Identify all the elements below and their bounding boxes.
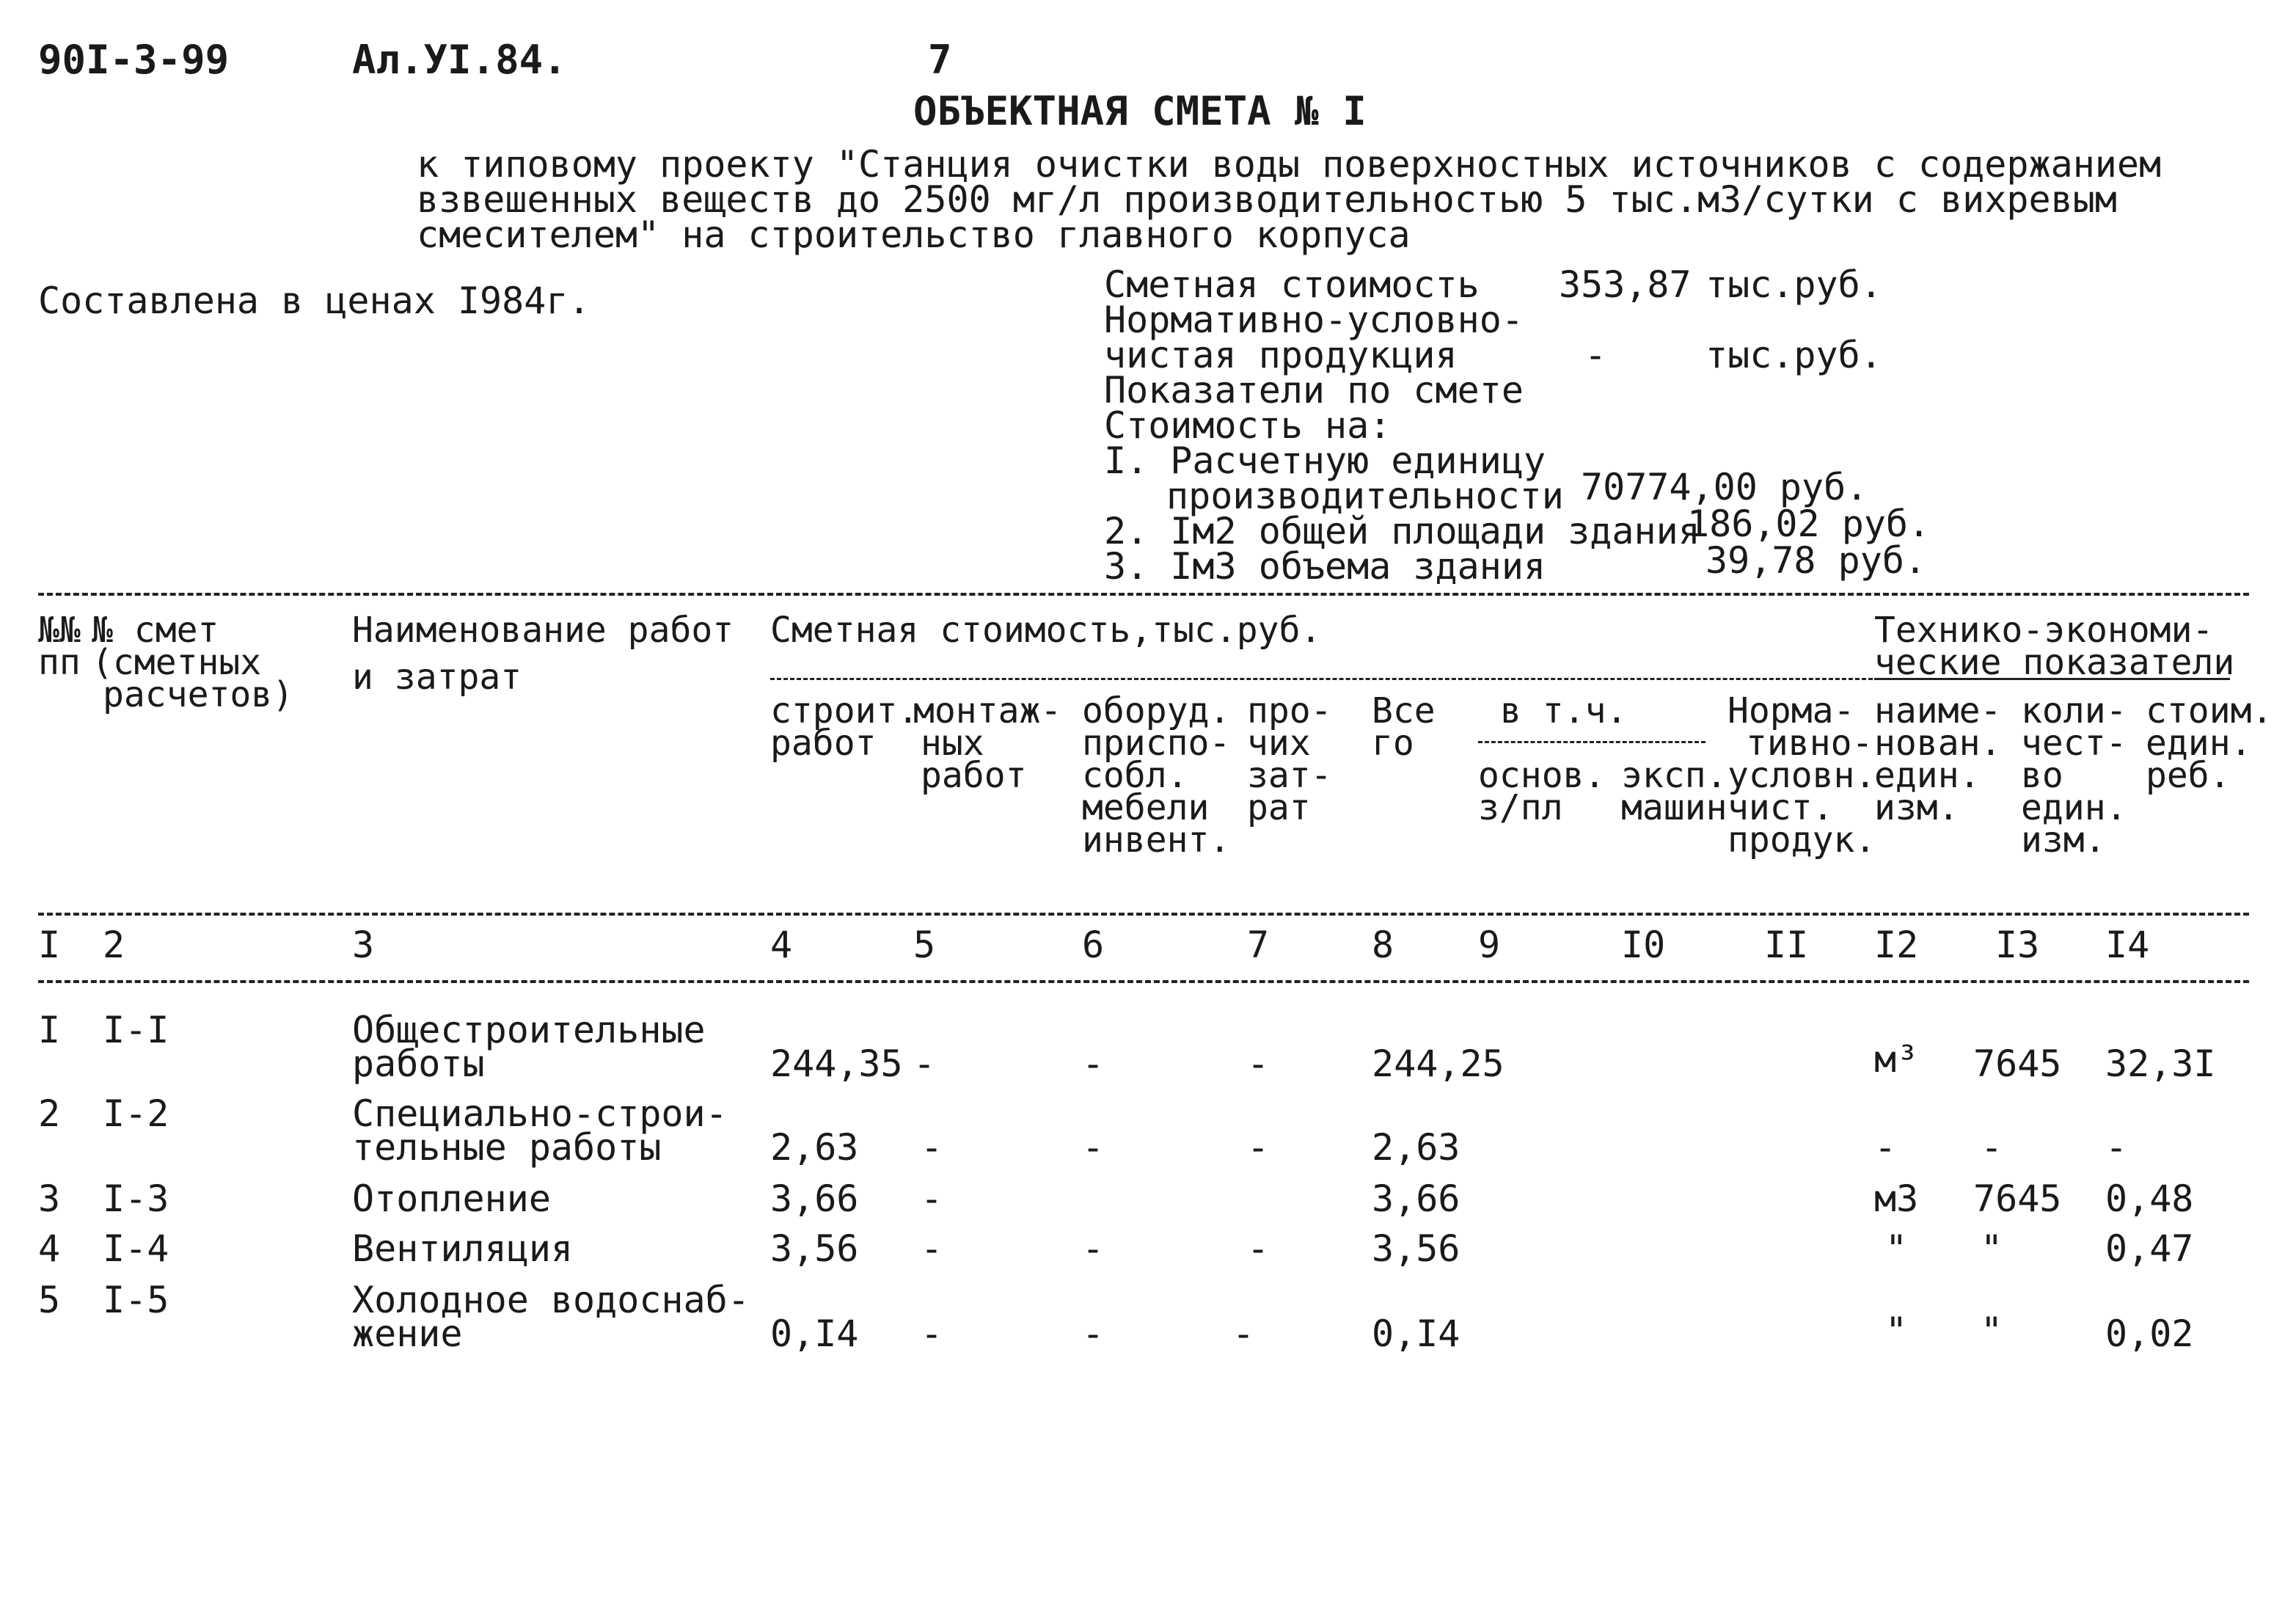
header-estimate-2: (сметных	[92, 642, 262, 683]
header-col12-4: изм.	[1874, 787, 1959, 828]
summary-item3-label: 3. Iм3 объема здания	[1104, 545, 1546, 588]
page-number: 7	[928, 37, 952, 83]
summary-norm-label-2: чистая продукция	[1104, 334, 1458, 376]
header-col10-1: эксп.	[1621, 755, 1728, 796]
col-number: 6	[1082, 924, 1105, 966]
row-estimate: I-2	[103, 1092, 169, 1135]
header-col5-1: монтаж-	[913, 690, 1062, 731]
header-name-2: и затрат	[352, 657, 522, 698]
album-number: Ал.УI.84.	[352, 37, 567, 83]
col-number: 4	[770, 924, 793, 966]
col-number: 5	[913, 924, 936, 966]
col-number: I2	[1874, 924, 1919, 966]
header-col13-5: изм.	[2021, 819, 2106, 861]
header-name-1: Наименование работ	[352, 610, 734, 651]
summary-cost-per-label: Стоимость на:	[1104, 404, 1392, 447]
row-other-cost: -	[1247, 1126, 1270, 1169]
document-title: ОБЪЕКТНАЯ СМЕТА № I	[913, 88, 1367, 134]
header-col13-3: во	[2021, 755, 2063, 796]
col-number: 9	[1478, 924, 1501, 966]
header-col7-2: чих	[1247, 723, 1311, 764]
header-num-2: пп	[38, 642, 81, 683]
row-number: I	[38, 1009, 61, 1051]
summary-item1-label-2: производительности	[1166, 475, 1564, 517]
row-other-cost: -	[1247, 1227, 1270, 1270]
row-quantity: "	[1981, 1310, 2003, 1352]
row-unit-cost: 0,02	[2105, 1312, 2194, 1355]
row-estimate: I-3	[103, 1177, 169, 1220]
subtitle-line-3: смесителем" на строительство главного корпуса	[417, 213, 1411, 256]
row-installation-cost: -	[921, 1312, 943, 1355]
header-estimate-1: № смет	[92, 610, 219, 651]
row-unit: м³	[1874, 1038, 1919, 1081]
header-col12-3: един.	[1874, 755, 1981, 796]
col-number: I3	[1995, 924, 2040, 966]
row-equipment-cost: -	[1082, 1227, 1105, 1270]
header-estimate-3: расчетов)	[103, 674, 294, 715]
row-construction-cost: 0,I4	[770, 1312, 859, 1355]
row-total-cost: 2,63	[1372, 1126, 1460, 1169]
header-col4-1: строит.	[770, 690, 919, 731]
row-construction-cost: 3,66	[770, 1177, 859, 1220]
row-equipment-cost: -	[1082, 1126, 1105, 1169]
row-other-cost: -	[1232, 1312, 1255, 1355]
summary-indicators-label: Показатели по смете	[1104, 369, 1524, 412]
header-col7-3: зат-	[1247, 755, 1332, 796]
col-number: I0	[1621, 924, 1666, 966]
row-installation-cost: -	[921, 1227, 943, 1270]
header-col14-1: стоим.	[2146, 690, 2273, 731]
row-quantity: "	[1981, 1227, 2003, 1270]
row-number: 4	[38, 1227, 61, 1270]
row-total-cost: 0,I4	[1372, 1312, 1460, 1355]
summary-cost-unit: тыс.руб.	[1705, 263, 1882, 306]
header-col11-1: Норма-	[1728, 690, 1855, 731]
row-total-cost: 3,56	[1372, 1227, 1460, 1270]
col-number: 7	[1247, 924, 1270, 966]
header-cost-group: Сметная стоимость,тыс.руб.	[770, 610, 1322, 651]
header-col9-2: з/пл	[1478, 787, 1563, 828]
col-number: II	[1764, 924, 1809, 966]
row-number: 3	[38, 1177, 61, 1220]
row-estimate: I-I	[103, 1009, 169, 1051]
row-estimate: I-4	[103, 1227, 169, 1270]
col-number: I4	[2105, 924, 2150, 966]
row-unit-cost: 0,48	[2105, 1177, 2194, 1220]
incl-rule	[1478, 741, 1705, 743]
row-total-cost: 3,66	[1372, 1177, 1460, 1220]
header-col9-1: основ.	[1478, 755, 1606, 796]
summary-item1-label-1: I. Расчетную единицу	[1104, 439, 1546, 482]
row-name-line-1: Специально-строи-	[352, 1092, 728, 1135]
header-col6-4: мебели	[1082, 787, 1210, 828]
header-col11-2: тивно-	[1746, 723, 1873, 764]
row-equipment-cost: -	[1082, 1043, 1105, 1085]
header-col12-2: нован.	[1874, 723, 2002, 764]
header-col11-3: условн.	[1728, 755, 1876, 796]
col-number: I	[38, 924, 61, 966]
row-unit-cost: -	[2105, 1126, 2128, 1169]
summary-norm-value: -	[1584, 334, 1607, 376]
row-name-line-2: жение	[352, 1312, 463, 1355]
header-col14-3: реб.	[2146, 755, 2231, 796]
subtitle-line-2: взвешенных веществ до 2500 мг/л производительностью 5 тыс.м3/сутки с вихревым	[417, 178, 2117, 221]
header-col6-5: инвент.	[1082, 819, 1231, 861]
header-tech-group-1: Технико-экономи-	[1874, 610, 2214, 651]
row-unit-cost: 32,3I	[2105, 1043, 2216, 1085]
row-installation-cost: -	[921, 1177, 943, 1220]
row-unit: "	[1885, 1310, 1908, 1352]
document-code: 90I-3-99	[38, 37, 230, 83]
row-quantity: -	[1981, 1126, 2003, 1169]
row-unit: м3	[1874, 1177, 1919, 1220]
row-quantity: 7645	[1973, 1177, 2062, 1220]
row-unit: -	[1874, 1126, 1897, 1169]
summary-item2-label: 2. Iм2 общей площади здания	[1104, 510, 1700, 552]
summary-norm-unit: тыс.руб.	[1705, 334, 1882, 376]
header-col6-3: собл.	[1082, 755, 1188, 796]
row-total-cost: 244,25	[1372, 1043, 1505, 1085]
header-col14-2: един.	[2146, 723, 2252, 764]
header-col11-4: чист.	[1728, 787, 1834, 828]
row-number: 5	[38, 1279, 61, 1321]
header-col13-4: един.	[2021, 787, 2127, 828]
row-name-line-2: тельные работы	[352, 1126, 662, 1169]
header-num-1: №№	[38, 610, 81, 651]
row-name-line-1: Вентиляция	[352, 1227, 574, 1270]
subtitle-line-1: к типовому проекту "Станция очистки воды поверхностных источников с содержанием	[417, 143, 2162, 186]
header-col5-2: ных	[921, 723, 984, 764]
header-tech-group-2: ческие показатели	[1874, 642, 2235, 683]
summary-item3-value: 39,78 руб.	[1705, 539, 1927, 582]
header-col8-1: Все	[1372, 690, 1436, 731]
row-estimate: I-5	[103, 1279, 169, 1321]
header-col4-2: работ	[770, 723, 877, 764]
row-installation-cost: -	[913, 1043, 936, 1085]
row-other-cost: -	[1247, 1043, 1270, 1085]
table-top-rule	[38, 593, 2249, 596]
prices-note: Составлена в ценах I984г.	[38, 280, 591, 322]
header-col8-2: го	[1372, 723, 1414, 764]
row-name-line-1: Отопление	[352, 1177, 551, 1220]
header-col6-2: приспо-	[1082, 723, 1231, 764]
cost-group-rule	[770, 678, 2230, 680]
row-construction-cost: 244,35	[770, 1043, 903, 1085]
col-number: 3	[352, 924, 375, 966]
row-name-line-2: работы	[352, 1043, 485, 1085]
col-number: 2	[103, 924, 125, 966]
header-col5-3: работ	[921, 755, 1027, 796]
header-col13-1: коли-	[2021, 690, 2127, 731]
summary-cost-label: Сметная стоимость	[1104, 263, 1480, 306]
row-unit-cost: 0,47	[2105, 1227, 2194, 1270]
row-unit: "	[1885, 1227, 1908, 1270]
row-name-line-1: Общестроительные	[352, 1009, 706, 1051]
header-col7-1: про-	[1247, 690, 1332, 731]
header-col12-1: наиме-	[1874, 690, 2002, 731]
header-col6-1: оборуд.	[1082, 690, 1231, 731]
summary-norm-label-1: Нормативно-условно-	[1104, 299, 1524, 341]
header-incl: в т.ч.	[1500, 690, 1628, 731]
summary-item1-value: 70774,00 руб.	[1581, 466, 1868, 508]
header-col11-5: продук.	[1728, 819, 1876, 861]
row-name-line-1: Холодное водоснаб-	[352, 1279, 750, 1321]
header-bottom-rule	[38, 913, 2249, 916]
summary-cost-value: 353,87	[1559, 263, 1692, 306]
header-col13-2: чест-	[2021, 723, 2127, 764]
column-numbers-rule	[38, 980, 2249, 983]
row-equipment-cost: -	[1082, 1312, 1105, 1355]
row-construction-cost: 2,63	[770, 1126, 859, 1169]
row-installation-cost: -	[921, 1126, 943, 1169]
header-col10-2: машин	[1621, 787, 1728, 828]
summary-item2-value: 186,02 руб.	[1687, 503, 1931, 545]
row-construction-cost: 3,56	[770, 1227, 859, 1270]
row-quantity: 7645	[1973, 1043, 2062, 1085]
col-number: 8	[1372, 924, 1394, 966]
row-number: 2	[38, 1092, 61, 1135]
header-col7-4: рат	[1247, 787, 1311, 828]
